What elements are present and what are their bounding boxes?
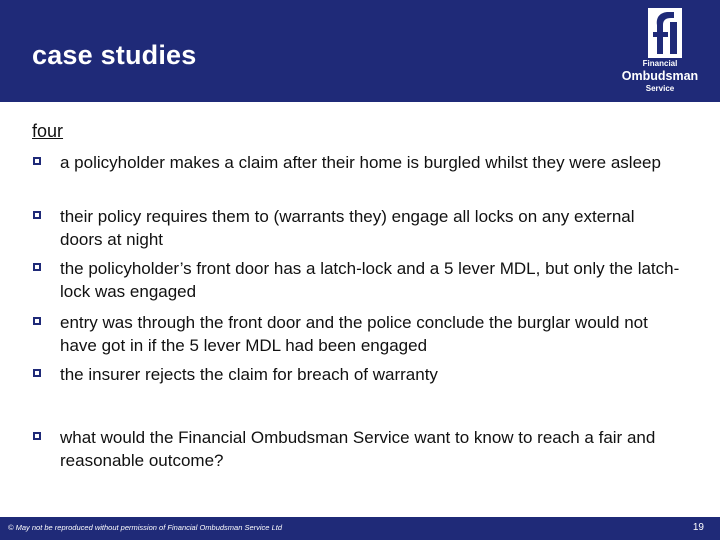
page-number: 19 (692, 522, 704, 533)
list-item (32, 205, 692, 251)
square-bullet-icon (32, 430, 45, 443)
copyright-notice: © May not be reproduced without permission of Financial Ombudsman Service Ltd (8, 523, 282, 532)
bullet-text: their policy requires them to (warrants they) engage all locks on any external doors at night (60, 207, 635, 249)
bullet-text: entry was through the front door and the police conclude the burglar would not have got in if the 5 lever MDL had been engaged (60, 313, 648, 355)
square-bullet-icon (32, 209, 45, 222)
bullet-text: what would the Financial Ombudsman Service want to know to reach a fair and reasonable outcome? (60, 428, 656, 470)
square-bullet-icon (32, 261, 45, 274)
bullet-text: a policyholder makes a claim after their home is burgled whilst they were asleep (60, 153, 661, 172)
footer-bar (0, 517, 720, 540)
section-label: four (32, 121, 64, 141)
logo-text-ombudsman: Ombudsman (621, 69, 699, 83)
list-item (32, 311, 692, 357)
logo-text-financial: Financial (642, 59, 678, 68)
logo-text-service: Service (645, 84, 675, 93)
list-item (32, 426, 692, 472)
fos-logo-icon (648, 8, 682, 58)
square-bullet-icon (32, 315, 45, 328)
bullet-text: the insurer rejects the claim for breach of warranty (60, 365, 438, 384)
list-item (32, 151, 692, 174)
list-item (32, 257, 692, 303)
fos-logo (620, 6, 700, 98)
square-bullet-icon (32, 155, 45, 168)
slide-title: case studies (32, 40, 197, 70)
square-bullet-icon (32, 367, 45, 380)
header-bar (0, 0, 720, 102)
bullet-text: the policyholder’s front door has a latch-lock and a 5 lever MDL, but only the latch-lock was engaged (60, 259, 680, 301)
list-item (32, 363, 692, 386)
